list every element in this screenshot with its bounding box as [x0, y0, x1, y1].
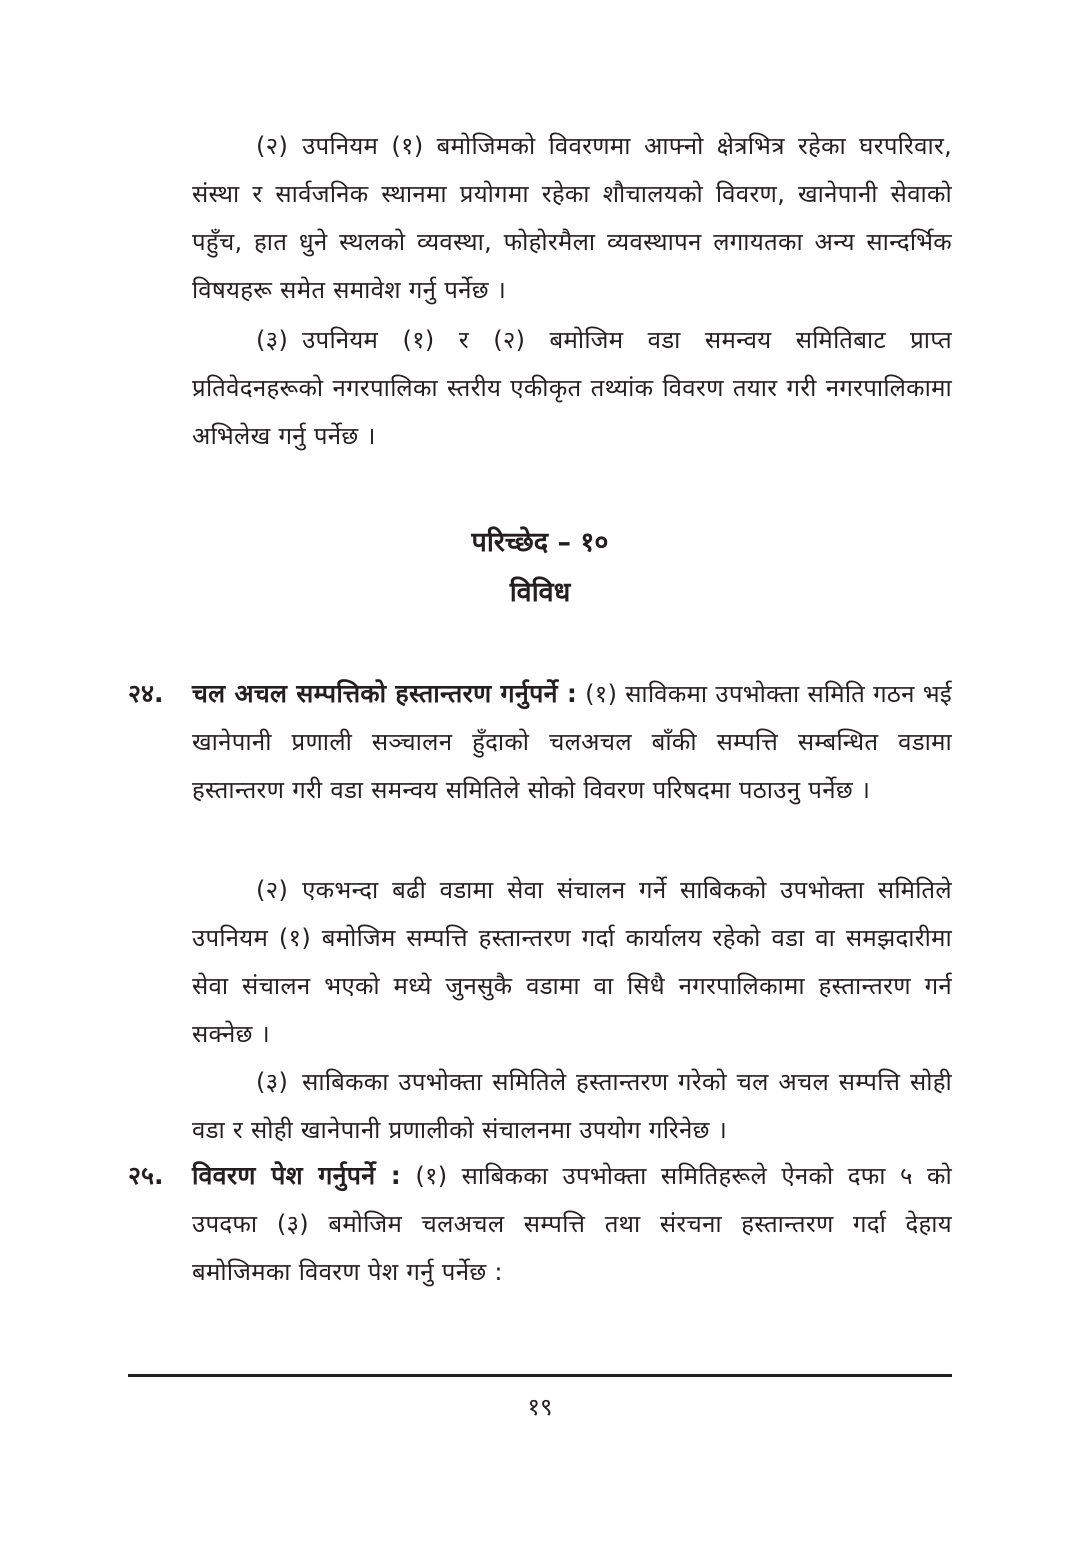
section-24	[128, 670, 952, 814]
section-title: विवरण पेश गर्नुपर्ने :	[192, 1161, 402, 1190]
section-title: चल अचल सम्पत्तिको हस्तान्तरण गर्नुपर्ने :	[192, 679, 578, 708]
clause-number: (३)	[256, 1068, 289, 1096]
clause-text: उपनियम (१) र (२) बमोजिम वडा समन्वय समितिबाट प्राप्त प्रतिवेदनहरूको नगरपालिका स्तरीय एकीकृत तथ्यांक विवरण तयार गरी नगरपालिकामा अभिलेख गर्नु पर्नेछ ।	[192, 326, 952, 450]
clause-text: साबिकका उपभोक्ता समितिले हस्तान्तरण गरेको चल अचल सम्पत्ति सोही वडा र सोही खानेपानी प्रणालीको संचालनमा उपयोग गरिनेछ ।	[192, 1068, 952, 1144]
clause-number: (३)	[256, 326, 289, 354]
clause-paragraph	[192, 866, 952, 1058]
clause-text: एकभन्दा बढी वडामा सेवा संचालन गर्ने साबिकको उपभोक्ता समितिले उपनियम (१) बमोजिम सम्पत्ति हस्तान्तरण गर्दा कार्यालय रहेको वडा वा समझदारीमा सेवा संचालन भएको मध्ये जुनसुकै वडामा वा सिधै नगरपालिकामा हस्तान्तरण गर्न सक्नेछ ।	[192, 876, 952, 1048]
clause-paragraph	[192, 316, 952, 460]
section-text: (१) साबिकका उपभोक्ता समितिहरूले ऐनको दफा ५ को उपदफा (३) बमोजिम चलअचल सम्पत्ति तथा संरचना हस्तान्तरण गर्दा देहाय बमोजिमका विवरण पेश गर्नु पर्नेछ :	[192, 1162, 952, 1286]
clause-paragraph	[192, 1058, 952, 1154]
clause-number: (२)	[256, 876, 289, 904]
footer-rule	[128, 1374, 952, 1377]
chapter-subtitle: विविध	[509, 577, 571, 608]
page-number: १९	[527, 1393, 553, 1421]
section-25	[128, 1152, 952, 1296]
section-number: २४.	[128, 679, 164, 708]
clause-number: (२)	[256, 132, 289, 160]
clause-text: उपनियम (१) बमोजिमको विवरणमा आफ्नो क्षेत्रभित्र रहेका घरपरिवार, संस्था र सार्वजनिक स्थानमा प्रयोगमा रहेका शौचालयको विवरण, खानेपानी सेवाको पहुँच, हात धुने स्थलको व्यवस्था, फोहोरमैला व्यवस्थापन लगायतका अन्य सान्दर्भिक विषयहरू समेत समावेश गर्नु पर्नेछ ।	[192, 132, 952, 304]
section-number: २५.	[128, 1161, 164, 1190]
clause-paragraph	[192, 122, 952, 314]
section-text: (१) साविकमा उपभोक्ता समिति गठन भई खानेपानी प्रणाली सञ्चालन हुँदाको चलअचल बाँकी सम्पत्ति सम्बन्धित वडामा हस्तान्तरण गरी वडा समन्वय समितिले सोको विवरण परिषदमा पठाउनु पर्नेछ ।	[192, 680, 952, 804]
chapter-title: परिच्छेद – १०	[471, 527, 609, 558]
